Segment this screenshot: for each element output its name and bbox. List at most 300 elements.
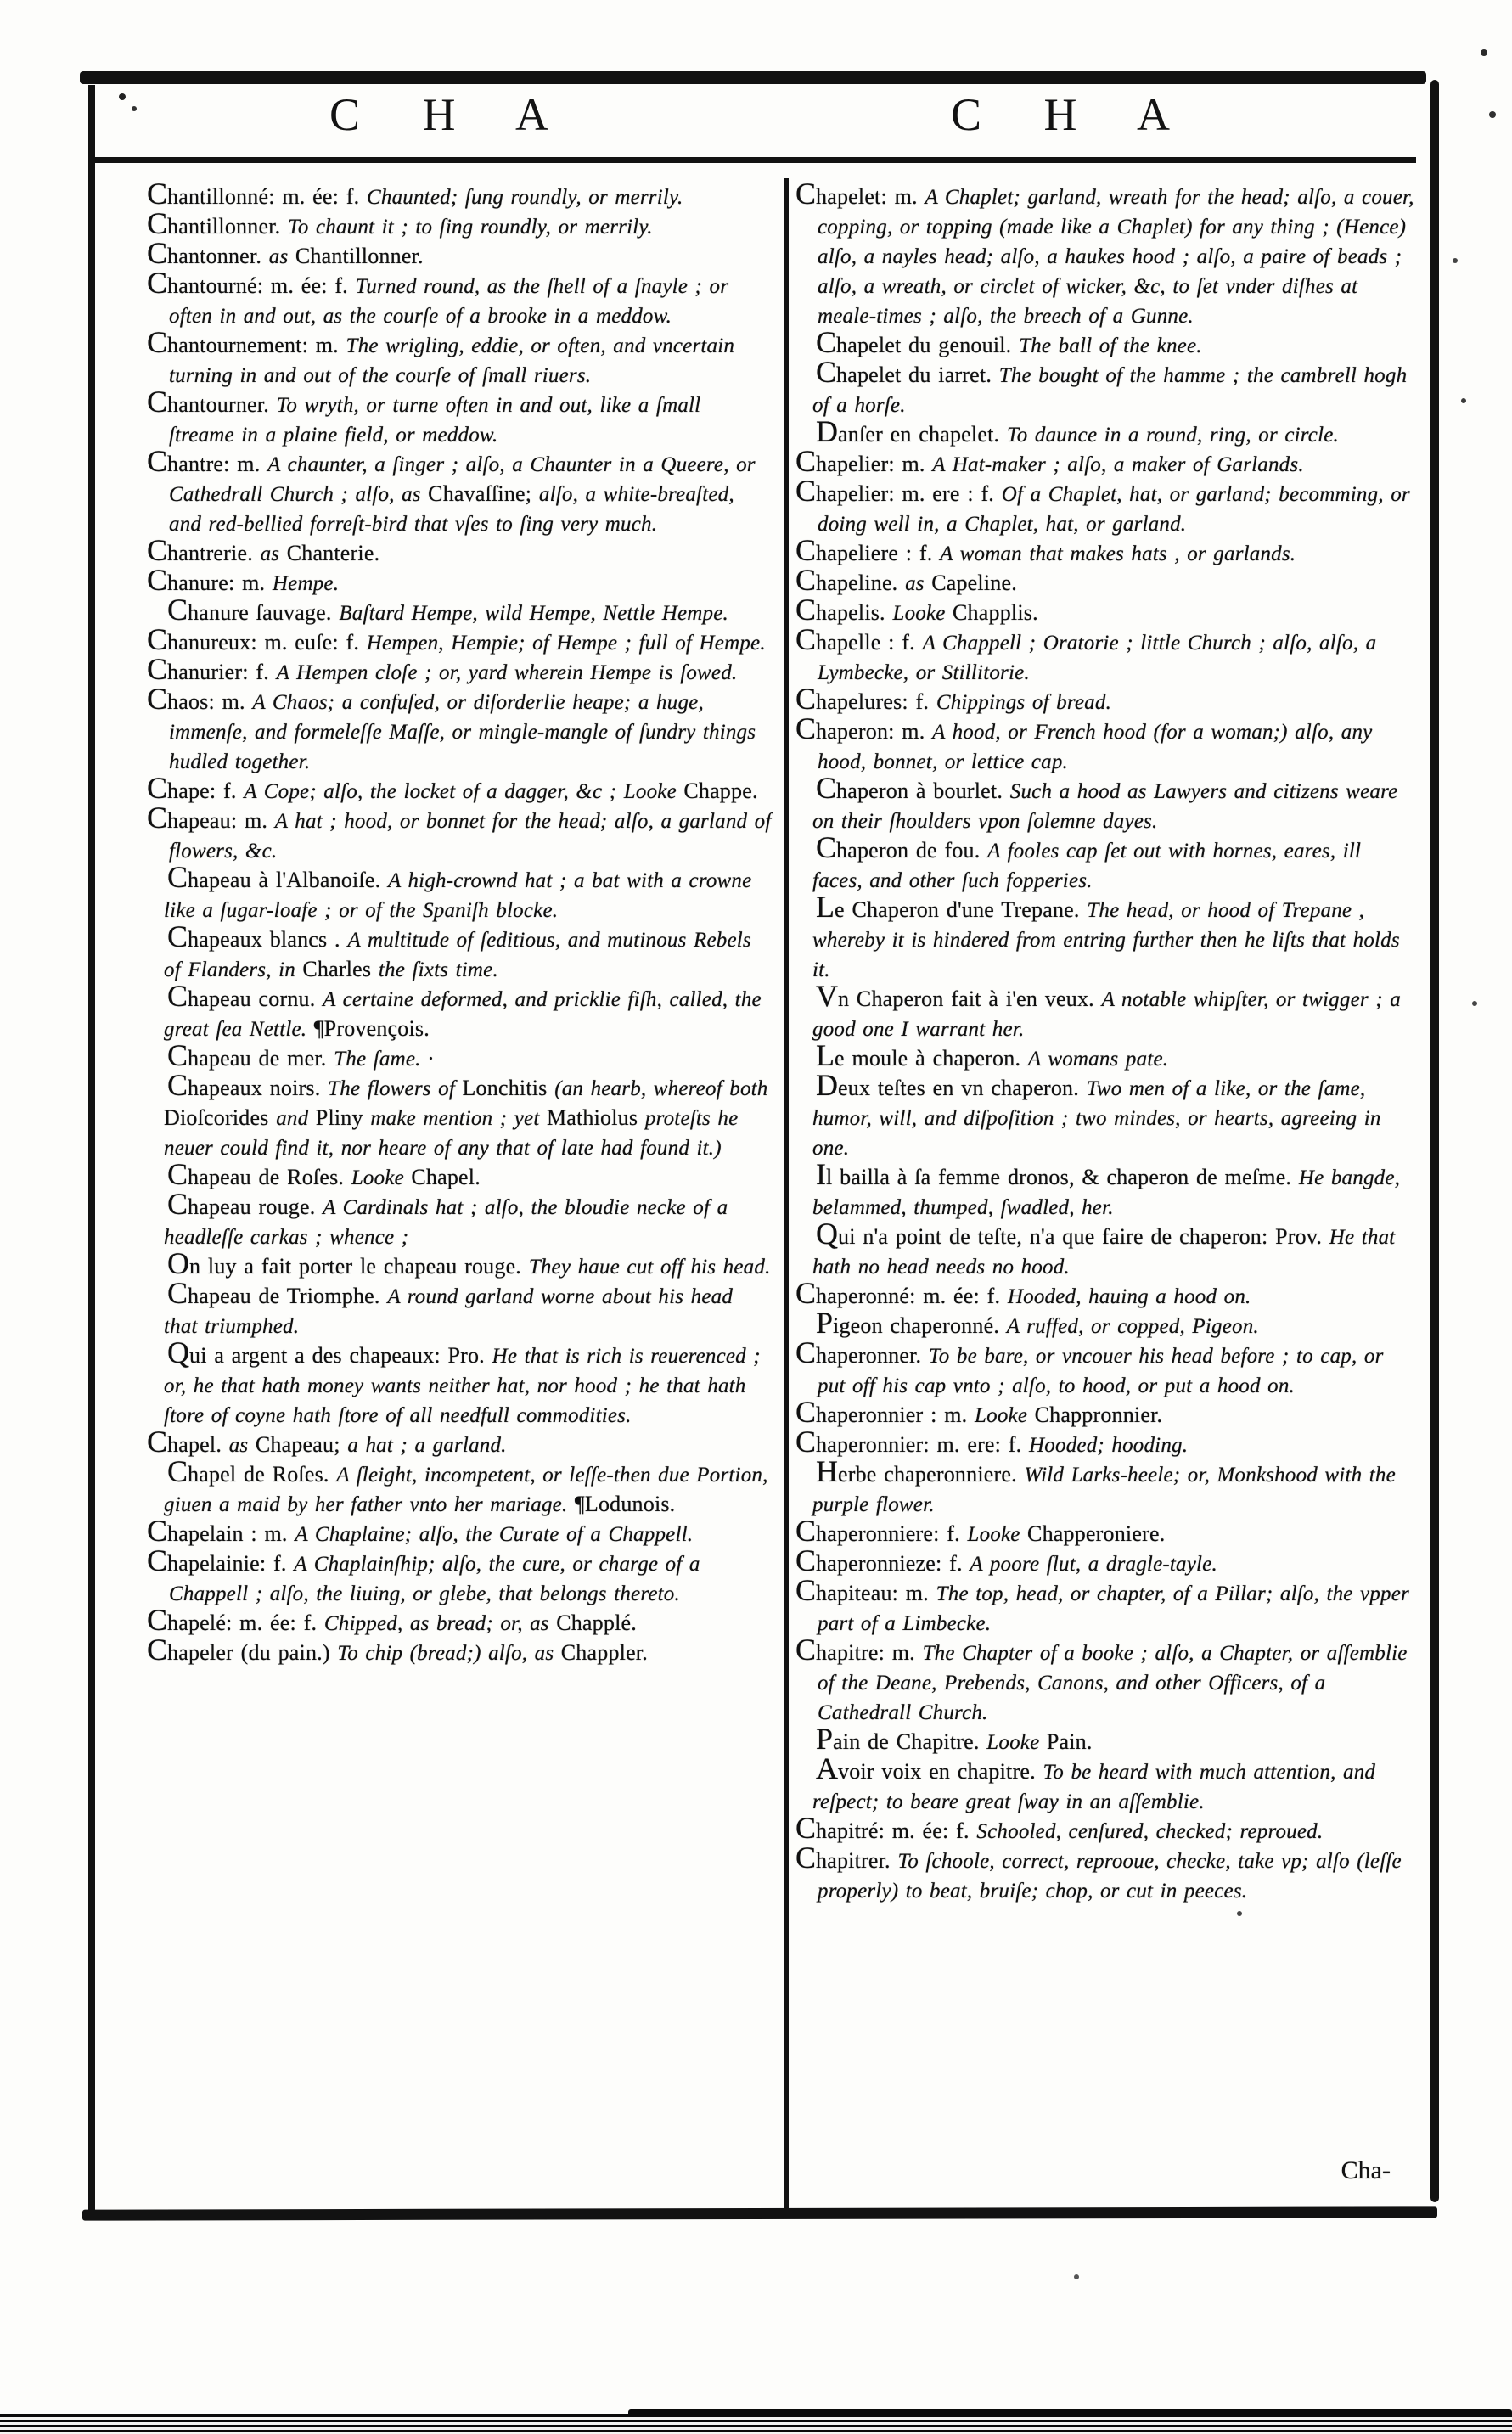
gloss-text: The Chapter of a booke ; alſo, a Chapter, or aſſemblie of the Deane, Prebends, Canons, and other Officers, of a Cathedrall Church. bbox=[818, 1642, 1408, 1724]
dictionary-entry bbox=[147, 593, 773, 628]
gloss-text: A round garland worne about his head that triumphed. bbox=[164, 1285, 734, 1338]
headword: Chapeline. bbox=[795, 563, 906, 597]
initial-capital: C bbox=[795, 1276, 817, 1310]
headword: Chantre: m. bbox=[147, 444, 268, 478]
initial-capital: C bbox=[795, 183, 817, 211]
gloss-text: The wrigling, eddie, or often, and vncertain turning in and out of the courſe of ſmall riuers. bbox=[169, 334, 735, 387]
dictionary-entry bbox=[147, 919, 773, 985]
dictionary-entry bbox=[795, 890, 1414, 985]
initial-capital: C bbox=[167, 593, 188, 627]
initial-capital: I bbox=[816, 1157, 826, 1191]
headword: Chaperonniere: f. bbox=[795, 1514, 968, 1548]
dictionary-entry bbox=[795, 533, 1414, 569]
headword: Chapeaux noirs. bbox=[167, 1068, 329, 1102]
dictionary-entry bbox=[795, 682, 1414, 717]
headword: Chantourner. bbox=[147, 385, 277, 419]
cross-reference: Chappler. bbox=[560, 1640, 648, 1665]
headword: Chapelures: f. bbox=[795, 682, 936, 716]
dictionary-entry bbox=[147, 1514, 773, 1549]
dictionary-entry bbox=[147, 1603, 773, 1639]
dictionary-entry bbox=[795, 1217, 1414, 1282]
dictionary-entry bbox=[147, 206, 773, 242]
initial-capital: C bbox=[147, 1425, 168, 1459]
headword: Chapeaux blancs . bbox=[167, 919, 348, 953]
initial-capital: C bbox=[147, 622, 168, 656]
gloss-text: To daunce in a round, ring, or circle. bbox=[1006, 424, 1339, 447]
gloss-text: A ruffed, or copped, Pigeon. bbox=[1006, 1315, 1259, 1338]
gloss-text: and bbox=[276, 1107, 316, 1130]
cross-reference: Chantillonner. bbox=[295, 244, 424, 268]
gloss-text: A Chaplainſhip; alſo, the cure, or charge of a Chappell ; alſo, the liuing, or glebe, that belongs thereto. bbox=[169, 1553, 700, 1605]
gloss-text: Looke bbox=[975, 1404, 1035, 1427]
dictionary-entry bbox=[795, 1157, 1414, 1223]
gloss-text: To chip (bread;) alſo, as bbox=[337, 1642, 561, 1665]
gloss-text: Hooded; hooding. bbox=[1029, 1434, 1189, 1457]
cross-reference: Lonchitis bbox=[462, 1076, 555, 1100]
dictionary-entry bbox=[795, 1335, 1414, 1401]
dictionary-entry bbox=[795, 1306, 1414, 1341]
dictionary-entry bbox=[147, 771, 773, 807]
headword: Chaperonner. bbox=[795, 1335, 929, 1369]
dictionary-entry bbox=[795, 1454, 1414, 1520]
initial-capital: C bbox=[816, 325, 837, 359]
gloss-text: Chaunted; ſung roundly, or merrily. bbox=[367, 186, 683, 209]
cross-reference: Dioſcorides bbox=[164, 1105, 277, 1130]
headword: Chapeau de Triomphe. bbox=[167, 1276, 388, 1310]
running-head-left: C H A bbox=[329, 89, 575, 140]
gloss-text: A womans pate. bbox=[1027, 1048, 1169, 1071]
headword: Chantrerie. bbox=[147, 533, 261, 567]
cross-reference: Chapplis. bbox=[953, 600, 1038, 625]
initial-capital: C bbox=[147, 682, 168, 716]
initial-capital: C bbox=[795, 444, 817, 478]
cross-reference: Pain. bbox=[1046, 1729, 1093, 1754]
gloss-text: To be bare, or vncouer his head before ; to cap, or put off his cap vnto ; alſo, to hood, or put a hood on. bbox=[818, 1345, 1384, 1397]
gloss-text: Hempe. bbox=[272, 572, 340, 595]
headword: Chapel. bbox=[147, 1425, 229, 1459]
cross-reference: ¶Lodunois. bbox=[574, 1492, 676, 1516]
dictionary-entry bbox=[795, 183, 1414, 331]
dictionary-entry bbox=[147, 682, 773, 777]
initial-capital: C bbox=[795, 563, 817, 597]
headword: Chapelainie: f. bbox=[147, 1543, 295, 1577]
initial-capital: P bbox=[816, 1306, 834, 1340]
dictionary-entry bbox=[795, 1068, 1414, 1163]
gloss-text: He that hath no head needs no hood. bbox=[812, 1226, 1396, 1279]
gloss-text: He bangde, belammed, thumped, ſwadled, her. bbox=[812, 1166, 1401, 1219]
headword: Chantillonner. bbox=[147, 206, 289, 240]
gloss-text: A ſleight, incompetent, or leſſe-then due Portion, giuen a maid by her father vnto her mariage. bbox=[164, 1464, 768, 1516]
headword: Qui n'a point de teſte, n'a que faire de chaperon: Prov. bbox=[816, 1217, 1329, 1251]
initial-capital: O bbox=[167, 1246, 189, 1280]
initial-capital: C bbox=[816, 830, 837, 864]
dictionary-column-left bbox=[147, 183, 773, 2203]
dictionary-entry bbox=[147, 979, 773, 1044]
headword: Chanurier: f. bbox=[147, 652, 277, 686]
gloss-text: Looke bbox=[351, 1166, 412, 1189]
initial-capital: C bbox=[795, 1841, 817, 1875]
initial-capital: C bbox=[167, 1187, 188, 1221]
dictionary-column-right bbox=[795, 183, 1414, 2203]
headword: Danſer en chapelet. bbox=[816, 414, 1007, 448]
gloss-text: Chipped, as bread; or, as bbox=[323, 1612, 557, 1635]
dictionary-entry bbox=[147, 385, 773, 450]
initial-capital: Q bbox=[167, 1335, 189, 1369]
initial-capital: C bbox=[147, 1633, 168, 1667]
initial-capital: C bbox=[147, 801, 168, 835]
gloss-text: Such a hood as Lawyers and citizens weare on their ſhoulders vpon ſolemne dayes. bbox=[812, 780, 1398, 833]
dictionary-entry bbox=[147, 860, 773, 925]
initial-capital: C bbox=[147, 385, 168, 419]
gloss-text: A high-crownd hat ; a bat with a crowne like a ſugar-loafe ; or of the Spaniſh blocke. bbox=[164, 869, 752, 922]
header-rule bbox=[95, 157, 1416, 163]
scan-edge-stripes bbox=[0, 2414, 1512, 2434]
dictionary-entry bbox=[795, 711, 1414, 777]
initial-capital: C bbox=[147, 444, 168, 478]
gloss-text: Hooded, hauing a hood on. bbox=[1007, 1285, 1251, 1308]
gloss-text: A Hat-maker ; alſo, a maker of Garlands. bbox=[932, 453, 1304, 476]
headword: Chaperonnier: m. ere: f. bbox=[795, 1425, 1030, 1459]
initial-capital: C bbox=[795, 1335, 817, 1369]
headword: Avoir voix en chapitre. bbox=[816, 1751, 1043, 1785]
headword: Herbe chaperonniere. bbox=[816, 1454, 1025, 1488]
dictionary-entry bbox=[147, 652, 773, 688]
gloss-text: A woman that makes hats , or garlands. bbox=[940, 542, 1296, 565]
gloss-text: A hood, or French hood (for a woman;) alſo, any hood, bonnet, or lettice cap. bbox=[818, 721, 1373, 773]
page-border-top bbox=[80, 71, 1426, 84]
initial-capital: C bbox=[147, 652, 168, 686]
gloss-text: Schooled, cenſured, checked; reproued. bbox=[976, 1820, 1324, 1843]
initial-capital: C bbox=[167, 1068, 188, 1102]
initial-capital: C bbox=[147, 236, 168, 270]
dictionary-entry bbox=[147, 1246, 773, 1282]
gloss-text: Two men of a like, or the ſame, humor, will, and diſpoſition ; two mindes, or hearts, agreeing in one. bbox=[812, 1077, 1381, 1160]
dictionary-entry bbox=[147, 1335, 773, 1431]
headword: Il bailla à ſa femme dronos, & chaperon de meſme. bbox=[816, 1157, 1299, 1191]
initial-capital: C bbox=[795, 533, 817, 567]
dictionary-entry bbox=[795, 979, 1414, 1044]
dictionary-entry bbox=[795, 1038, 1414, 1074]
gloss-text: The top, head, or chapter, of a Pillar; alſo, the vpper part of a Limbecke. bbox=[818, 1582, 1409, 1635]
cross-reference: Chappe. bbox=[683, 779, 758, 803]
dictionary-entry bbox=[795, 355, 1414, 420]
initial-capital: V bbox=[816, 979, 838, 1013]
gloss-text: Chippings of bread. bbox=[936, 691, 1112, 714]
initial-capital: C bbox=[795, 682, 817, 716]
gloss-text: They haue cut off his head. bbox=[528, 1256, 771, 1279]
initial-capital: C bbox=[167, 1276, 188, 1310]
headword: Chaperon à bourlet. bbox=[816, 771, 1010, 805]
initial-capital: C bbox=[816, 771, 837, 805]
initial-capital: C bbox=[795, 1514, 817, 1548]
initial-capital: C bbox=[167, 919, 188, 953]
dictionary-entry bbox=[795, 414, 1414, 450]
initial-capital: C bbox=[167, 860, 188, 894]
gloss-text: as bbox=[228, 1434, 256, 1457]
headword: On luy a fait porter le chapeau rouge. bbox=[167, 1246, 529, 1280]
headword: Chapelet du genouil. bbox=[816, 325, 1020, 359]
cross-reference: Capeline. bbox=[931, 571, 1017, 595]
dictionary-entry bbox=[795, 1395, 1414, 1431]
gloss-text: To be heard with much attention, and reſpect; to beare great ſway in an aſſemblie. bbox=[812, 1761, 1376, 1813]
cross-reference: Chavaſſine; bbox=[428, 481, 539, 506]
initial-capital: C bbox=[795, 1395, 817, 1429]
dictionary-entry bbox=[147, 1543, 773, 1609]
headword: Pain de Chapitre. bbox=[816, 1722, 987, 1756]
headword: Chapeau cornu. bbox=[167, 979, 323, 1013]
ink-speck bbox=[0, 0, 3, 3]
headword: Chantillonné: m. ée: f. bbox=[147, 184, 367, 209]
cross-reference: Pliny bbox=[315, 1105, 371, 1130]
cross-reference: Chappronnier. bbox=[1034, 1403, 1163, 1427]
gloss-text: Looke bbox=[986, 1731, 1047, 1754]
initial-capital: C bbox=[795, 1633, 817, 1667]
gloss-text: A Chappell ; Oratorie ; little Church ; alſo, alſo, a Lymbecke, or Stillitorie. bbox=[818, 632, 1377, 684]
cross-reference: Chapperoniere. bbox=[1027, 1521, 1166, 1546]
page-border-right bbox=[1430, 80, 1439, 2202]
cross-reference: Chapel. bbox=[411, 1165, 481, 1189]
gloss-text: To chaunt it ; to ſing roundly, or merrily. bbox=[288, 216, 653, 239]
headword: Chaperonnieze: f. bbox=[795, 1543, 970, 1577]
gloss-text: A Cardinals hat ; alſo, the bloudie necke of a headleſſe carkas ; whence ; bbox=[164, 1196, 728, 1249]
dictionary-entry bbox=[147, 1157, 773, 1193]
headword: Chapitrer. bbox=[795, 1841, 898, 1875]
dictionary-entry bbox=[147, 1276, 773, 1341]
dictionary-entry bbox=[795, 444, 1414, 480]
column-divider-rule bbox=[784, 178, 789, 2212]
cross-reference: Chapplé. bbox=[556, 1610, 637, 1635]
dictionary-entry bbox=[795, 474, 1414, 539]
dictionary-entry bbox=[147, 1038, 773, 1074]
initial-capital: Q bbox=[816, 1217, 838, 1251]
gloss-text: as bbox=[268, 245, 295, 268]
headword: Chanure: m. bbox=[147, 563, 273, 597]
initial-capital: P bbox=[816, 1722, 834, 1756]
dictionary-entry bbox=[147, 325, 773, 391]
gloss-text: alſo, a white-breaſted, and red-bellied forreſt-bird that vſes to ſing very much. bbox=[169, 483, 734, 536]
initial-capital: C bbox=[147, 533, 168, 567]
initial-capital: L bbox=[816, 890, 835, 924]
headword: Chapeau: m. bbox=[147, 801, 275, 835]
headword: Le Chaperon d'une Trepane. bbox=[816, 890, 1088, 924]
gloss-text: Hempen, Hempie; of Hempe ; full of Hempe. bbox=[366, 632, 766, 655]
dictionary-entry bbox=[147, 1187, 773, 1252]
catchword: Cha- bbox=[1341, 2156, 1391, 2184]
initial-capital: C bbox=[147, 183, 168, 211]
initial-capital: C bbox=[795, 1543, 817, 1577]
cross-reference: Chanterie. bbox=[286, 541, 380, 565]
page-border-left bbox=[88, 85, 95, 2214]
headword: Chaperon de fou. bbox=[816, 830, 988, 864]
gloss-text: A Chaplet; garland, wreath for the head; alſo, a couer, copping, or topping (made like a Chaplet) for any thing ; (Hence) alſo, a nayles head; alſo, a haukes hood ; alſo, a paire of beads ; alſo, a wreath, or circlet of wicker, &c, to ſet vnder diſhes at meale-times ; alſo, the breech of a Gunne. bbox=[818, 186, 1414, 328]
gloss-text: Wild Larks-heele; or, Monkshood with the purple flower. bbox=[812, 1464, 1396, 1516]
gloss-text: (an hearb, whereof both bbox=[554, 1077, 768, 1100]
headword: Vn Chaperon fait à i'en veux. bbox=[816, 979, 1102, 1013]
gloss-text: A Chaplaine; alſo, the Curate of a Chappell. bbox=[295, 1523, 694, 1546]
dictionary-entry bbox=[147, 236, 773, 272]
initial-capital: C bbox=[147, 563, 168, 597]
initial-capital: C bbox=[795, 593, 817, 627]
headword: Chaperonnier : m. bbox=[795, 1395, 975, 1429]
headword: Chanure ſauvage. bbox=[167, 593, 340, 627]
gloss-text: a hat ; a garland. bbox=[347, 1434, 507, 1457]
initial-capital: C bbox=[795, 1425, 817, 1459]
headword: Chapelet du iarret. bbox=[816, 355, 999, 389]
gloss-text: Of a Chaplet, hat, or garland; becomming, or doing well in, a Chaplet, hat, or garland. bbox=[818, 483, 1410, 536]
gloss-text: A chaunter, a ſinger ; alſo, a Chaunter in a Queere, or Cathedrall Church ; alſo, as bbox=[169, 453, 756, 506]
initial-capital: D bbox=[816, 414, 838, 448]
gloss-text: To wryth, or turne often in and out, like a ſmall ſtreame in a plaine field, or meddow. bbox=[169, 394, 701, 447]
headword: Le moule à chaperon. bbox=[816, 1038, 1028, 1072]
headword: Chapelis. bbox=[795, 593, 893, 627]
gloss-text: A multitude of ſeditious, and mutinous Rebels of Flanders, in bbox=[164, 929, 751, 981]
headword: Chapelé: m. ée: f. bbox=[147, 1603, 324, 1637]
gloss-text: The ball of the knee. bbox=[1019, 334, 1202, 357]
headword: Chapeau de mer. bbox=[167, 1038, 334, 1072]
dictionary-entry bbox=[795, 1425, 1414, 1460]
gloss-text: Turned round, as the ſhell of a ſnayle ; or often in and out, as the courſe of a brooke in a meddow. bbox=[169, 275, 729, 328]
dictionary-entry bbox=[795, 830, 1414, 896]
headword: Chantonner. bbox=[147, 236, 269, 270]
headword: Chapel de Roſes. bbox=[167, 1454, 337, 1488]
headword: Chapelier: m. ere : f. bbox=[795, 474, 1002, 508]
gloss-text: Baſtard Hempe, wild Hempe, Nettle Hempe. bbox=[339, 602, 728, 625]
dictionary-entry bbox=[795, 563, 1414, 599]
headword: Chapelle : f. bbox=[795, 622, 923, 656]
gloss-text: A Hempen cloſe ; or, yard wherein Hempe is ſowed. bbox=[276, 661, 738, 684]
dictionary-entry bbox=[795, 1811, 1414, 1847]
initial-capital: C bbox=[816, 355, 837, 389]
running-head-right: C H A bbox=[951, 89, 1196, 140]
headword: Chaperonné: m. ée: f. bbox=[795, 1276, 1008, 1310]
headword: Chapitré: m. ée: f. bbox=[795, 1811, 977, 1845]
headword: Qui a argent a des chapeaux: Pro. bbox=[167, 1335, 492, 1369]
initial-capital: C bbox=[147, 325, 168, 359]
initial-capital: C bbox=[795, 622, 817, 656]
gloss-text: He that is rich is reuerenced ; or, he that hath money wants neither hat, nor hood ; he that hath ſtore of coyne hath ſtore of all needfull commodities. bbox=[164, 1345, 761, 1427]
dictionary-entry bbox=[147, 1425, 773, 1460]
dictionary-entry bbox=[795, 771, 1414, 836]
initial-capital: C bbox=[167, 1454, 188, 1488]
headword: Chaos: m. bbox=[147, 682, 253, 716]
gloss-text: Looke bbox=[892, 602, 953, 625]
gloss-text: The ſame. · bbox=[334, 1048, 434, 1071]
initial-capital: C bbox=[147, 1543, 168, 1577]
gloss-text: To ſchoole, correct, reprooue, checke, take vp; alſo (leſſe properly) to beat, bruiſe; chop, or cut in peeces. bbox=[818, 1850, 1402, 1903]
headword: Chaperon: m. bbox=[795, 711, 933, 745]
headword: Pigeon chaperonné. bbox=[816, 1306, 1007, 1340]
initial-capital: C bbox=[147, 266, 168, 300]
gloss-text: make mention ; yet bbox=[370, 1107, 547, 1130]
initial-capital: C bbox=[795, 474, 817, 508]
dictionary-entry bbox=[795, 1841, 1414, 1906]
dictionary-entry bbox=[147, 1633, 773, 1668]
initial-capital: C bbox=[167, 1157, 188, 1191]
gloss-text: A Chaos; a confuſed, or diſorderlie heape; a huge, immenſe, and formeleſſe Maſſe, or mingle-mangle of ſundry things hudled together. bbox=[169, 691, 756, 773]
initial-capital: C bbox=[795, 1811, 817, 1845]
dictionary-entry bbox=[795, 1751, 1414, 1817]
gloss-text: A hat ; hood, or bonnet for the head; alſo, a garland of flowers, &c. bbox=[169, 810, 772, 863]
dictionary-entry bbox=[147, 183, 773, 212]
headword: Chantournement: m. bbox=[147, 325, 346, 359]
gloss-text: the ſixts time. bbox=[378, 958, 498, 981]
headword: Chapelain : m. bbox=[147, 1514, 295, 1548]
headword: Chapitre: m. bbox=[795, 1633, 923, 1667]
headword: Chanureux: m. euſe: f. bbox=[147, 622, 367, 656]
dictionary-entry bbox=[795, 622, 1414, 688]
initial-capital: L bbox=[816, 1038, 835, 1072]
initial-capital: C bbox=[147, 1514, 168, 1548]
headword: Chapeau rouge. bbox=[167, 1187, 323, 1221]
gloss-text: A fooles cap ſet out with hornes, eares, ill faces, and other ſuch fopperies. bbox=[812, 840, 1362, 892]
cross-reference: Mathiolus bbox=[546, 1105, 645, 1130]
dictionary-entry bbox=[147, 533, 773, 569]
gloss-text: as bbox=[260, 542, 287, 565]
dictionary-entry bbox=[795, 1722, 1414, 1757]
dictionary-entry bbox=[795, 1633, 1414, 1728]
gloss-text: as bbox=[905, 572, 932, 595]
initial-capital: C bbox=[147, 206, 168, 240]
dictionary-entry bbox=[147, 444, 773, 539]
page-border-bottom bbox=[82, 2206, 1437, 2220]
initial-capital: C bbox=[147, 771, 168, 805]
gloss-text: Looke bbox=[967, 1523, 1028, 1546]
dictionary-entry bbox=[795, 1276, 1414, 1312]
dictionary-entry bbox=[147, 622, 773, 658]
gloss-text: A poore ſlut, a dragle-tayle. bbox=[970, 1553, 1217, 1576]
headword: Chapiteau: m. bbox=[795, 1573, 936, 1607]
headword: Chantourné: m. ée: f. bbox=[147, 266, 356, 300]
initial-capital: C bbox=[167, 1038, 188, 1072]
headword: Chapelier: m. bbox=[795, 444, 933, 478]
gloss-text: A Cope; alſo, the locket of a dagger, &c ; Looke bbox=[244, 780, 684, 803]
dictionary-entry bbox=[795, 593, 1414, 628]
dictionary-entry bbox=[147, 266, 773, 331]
gloss-text: A certaine deformed, and pricklie fiſh, called, the great ſea Nettle. bbox=[164, 988, 762, 1041]
initial-capital: D bbox=[816, 1068, 838, 1102]
headword: Chapeau de Roſes. bbox=[167, 1157, 351, 1191]
dictionary-entry bbox=[795, 1543, 1414, 1579]
cross-reference: Charles bbox=[302, 957, 379, 981]
gloss-text: proteſts he neuer could find it, nor heare of any that of late had found it.) bbox=[164, 1107, 739, 1160]
gloss-text: The bought of the hamme ; the cambrell hogh of a horſe. bbox=[812, 364, 1408, 417]
dictionary-entry bbox=[795, 1573, 1414, 1639]
initial-capital: H bbox=[816, 1454, 838, 1488]
gloss-text: A notable whipſter, or twigger ; a good one I warrant her. bbox=[812, 988, 1401, 1041]
gloss-text: The flowers of bbox=[328, 1077, 463, 1100]
headword: Chapeliere : f. bbox=[795, 533, 941, 567]
initial-capital: C bbox=[167, 979, 188, 1013]
headword: Deux teſtes en vn chaperon. bbox=[816, 1068, 1087, 1102]
initial-capital: C bbox=[795, 711, 817, 745]
cross-reference: ¶Provençois. bbox=[313, 1016, 430, 1041]
cross-reference: Chapeau; bbox=[255, 1432, 348, 1457]
initial-capital: C bbox=[795, 1573, 817, 1607]
dictionary-entry bbox=[147, 801, 773, 866]
dictionary-entry bbox=[795, 325, 1414, 361]
gloss-text: The head, or hood of Trepane , whereby it is hindered from entring further then he liſts that holds it. bbox=[812, 899, 1400, 981]
headword: Chapeler (du pain.) bbox=[147, 1633, 338, 1667]
dictionary-entry bbox=[147, 563, 773, 599]
dictionary-entry bbox=[795, 1514, 1414, 1549]
headword: Chapeau à l'Albanoiſe. bbox=[167, 860, 389, 894]
dictionary-entry bbox=[147, 1068, 773, 1163]
initial-capital: A bbox=[816, 1751, 838, 1785]
headword: Chapelet: m. bbox=[795, 184, 925, 209]
dictionary-entry bbox=[147, 1454, 773, 1520]
headword: Chape: f. bbox=[147, 771, 245, 805]
initial-capital: C bbox=[147, 1603, 168, 1637]
